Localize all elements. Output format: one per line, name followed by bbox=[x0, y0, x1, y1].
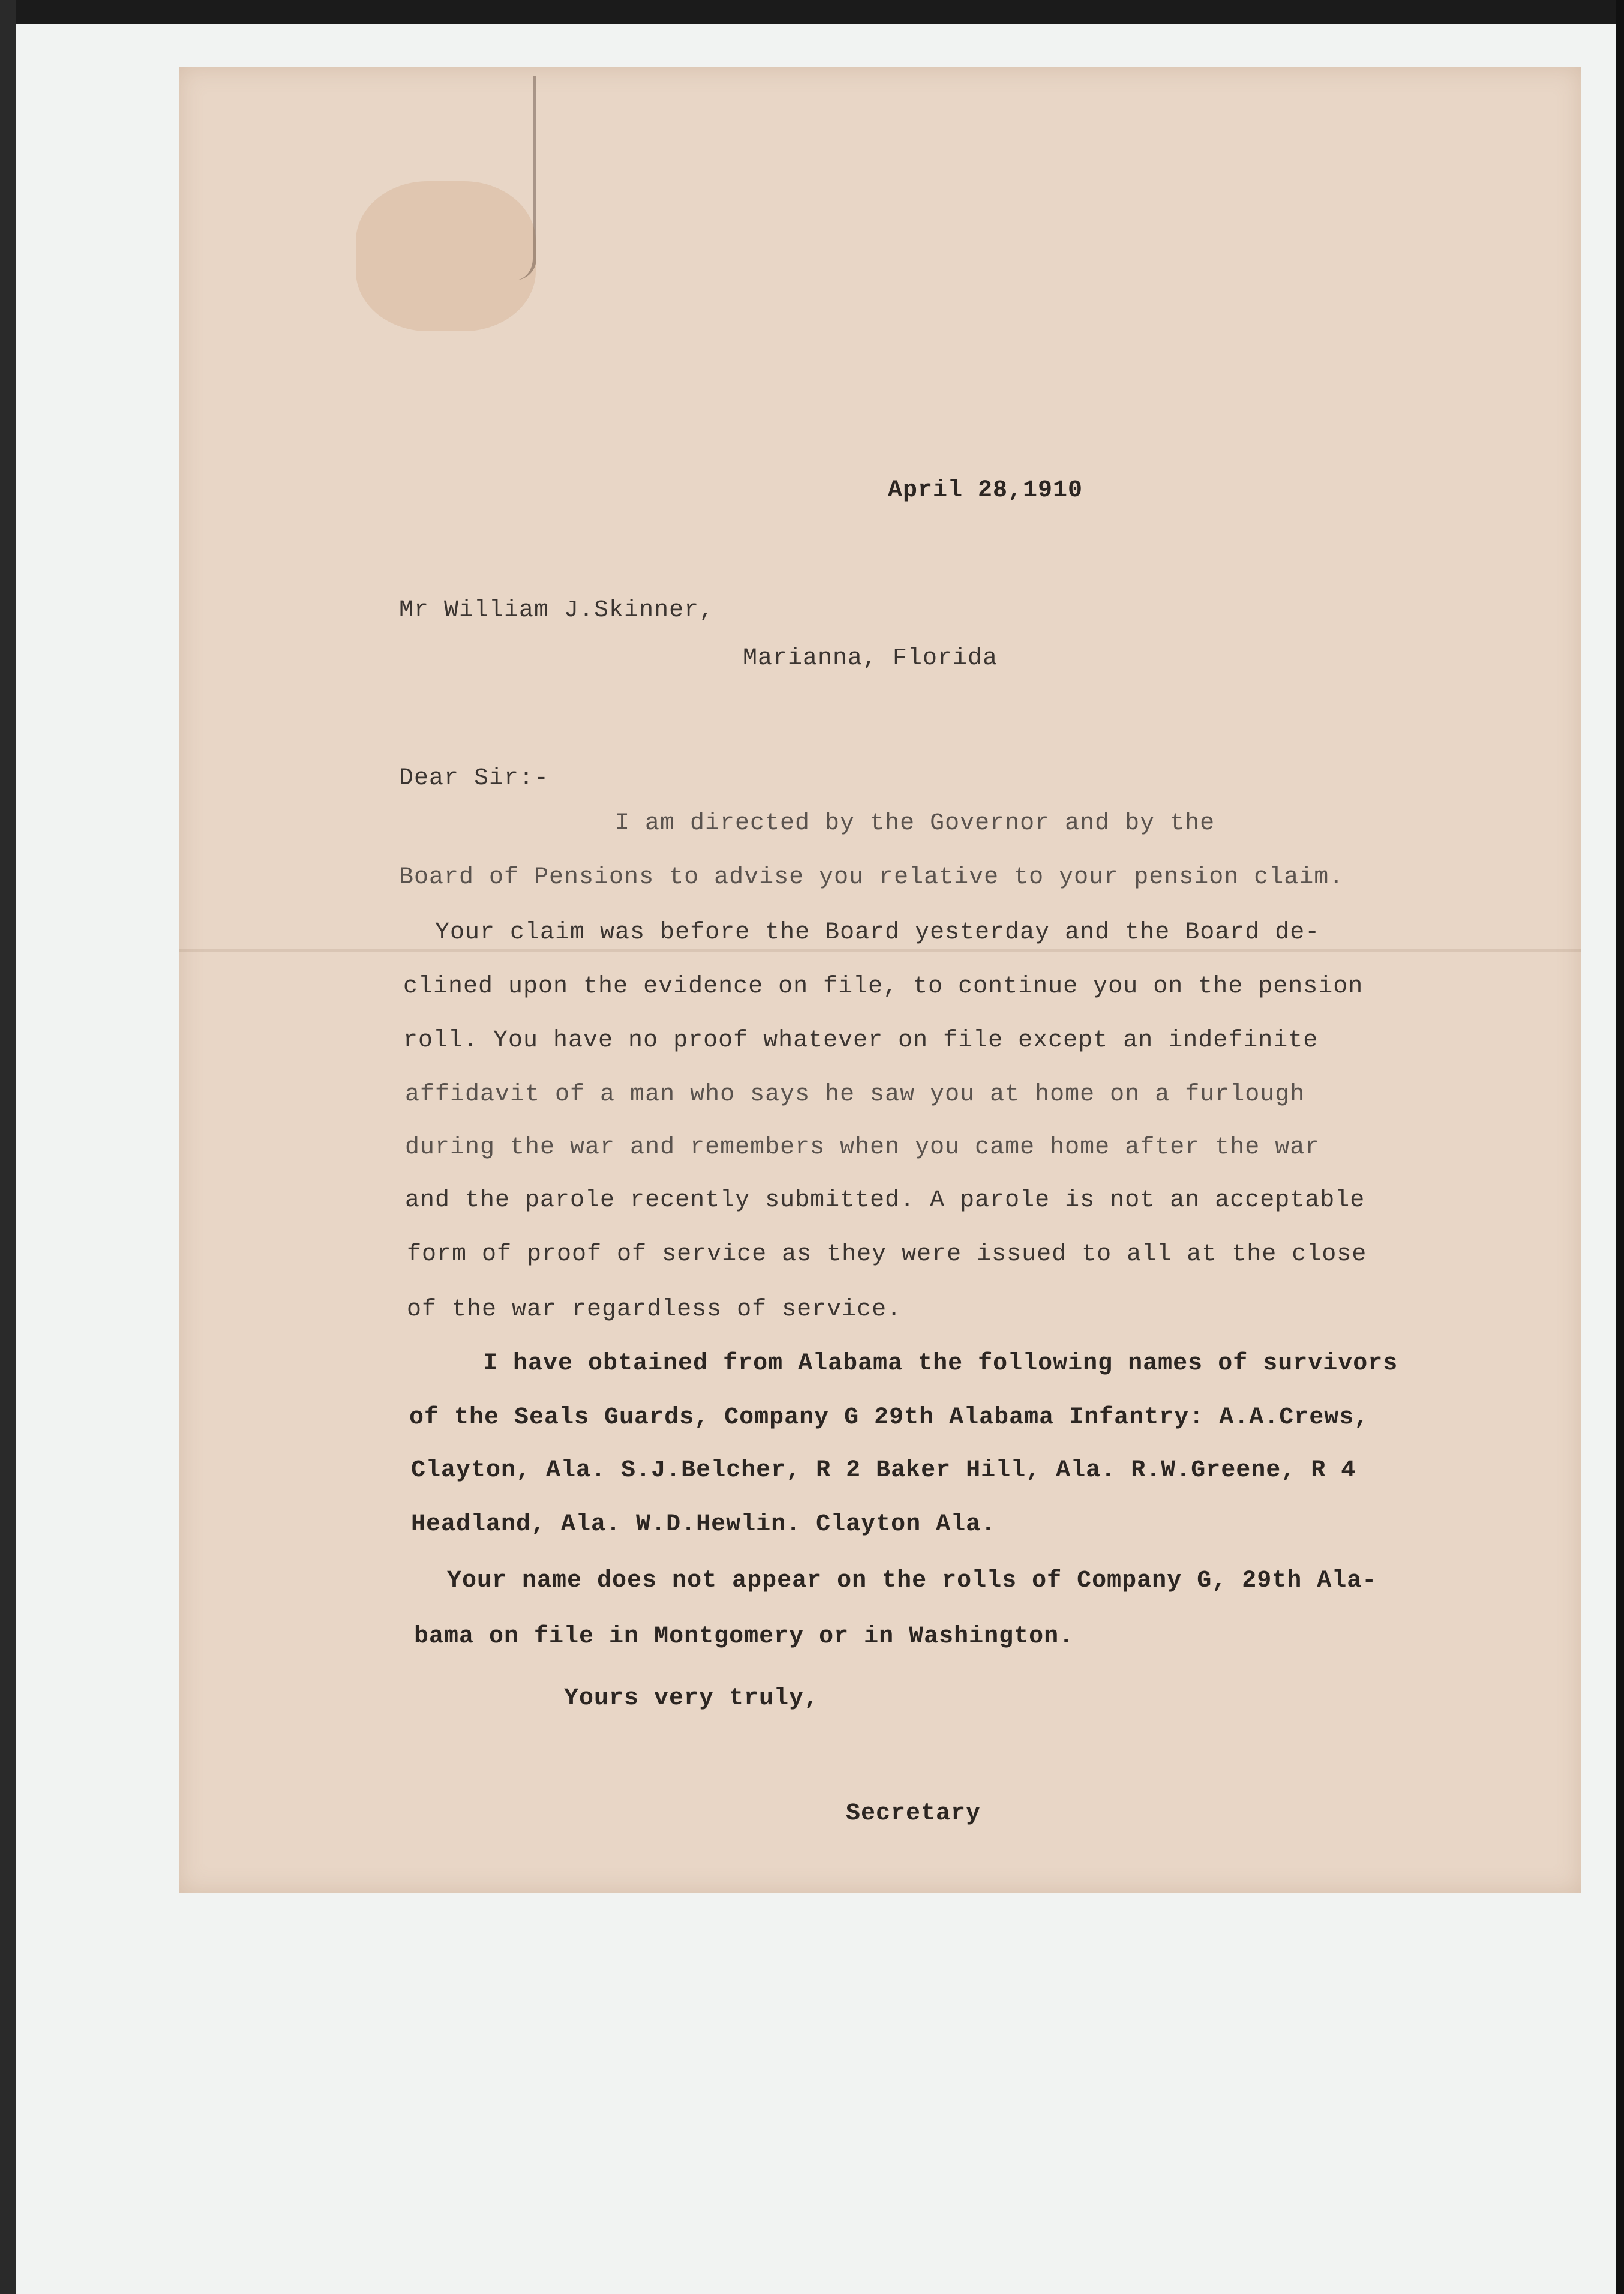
salutation: Dear Sir:- bbox=[399, 765, 550, 792]
body-line: Your name does not appear on the rolls of Company G, 29th Ala- bbox=[447, 1567, 1377, 1594]
body-line: affidavit of a man who says he saw you at home on a furlough bbox=[405, 1081, 1305, 1108]
body-line: Board of Pensions to advise you relative to your pension claim. bbox=[399, 864, 1344, 891]
closing: Yours very truly, bbox=[564, 1685, 819, 1712]
signature-title: Secretary bbox=[846, 1800, 981, 1827]
recipient-name: Mr William J.Skinner, bbox=[399, 597, 715, 624]
body-line: form of proof of service as they were issued to all at the close bbox=[407, 1241, 1367, 1268]
body-line: Your claim was before the Board yesterday and the Board de- bbox=[435, 919, 1320, 946]
recipient-city: Marianna, Florida bbox=[743, 645, 998, 672]
body-line: roll. You have no proof whatever on file except an indefinite bbox=[403, 1027, 1319, 1054]
paper-smudge-mark bbox=[515, 76, 536, 280]
body-line: I am directed by the Governor and by the bbox=[615, 810, 1215, 837]
scanner-border-top bbox=[0, 0, 1624, 24]
letter-date: April 28,1910 bbox=[888, 477, 1083, 504]
body-line: Headland, Ala. W.D.Hewlin. Clayton Ala. bbox=[411, 1511, 996, 1538]
paper-fold-crease bbox=[179, 949, 1581, 952]
body-line: Clayton, Ala. S.J.Belcher, R 2 Baker Hill, Ala. R.W.Greene, R 4 bbox=[411, 1457, 1356, 1484]
paper-stain bbox=[356, 181, 536, 331]
scanner-border-right bbox=[1616, 0, 1624, 2294]
body-line: clined upon the evidence on file, to continue you on the pension bbox=[403, 973, 1364, 1000]
body-line: bama on file in Montgomery or in Washington. bbox=[414, 1623, 1074, 1650]
body-line: of the Seals Guards, Company G 29th Alabama Infantry: A.A.Crews, bbox=[409, 1404, 1370, 1431]
body-line: of the war regardless of service. bbox=[407, 1296, 902, 1323]
body-line: I have obtained from Alabama the following names of survivors bbox=[483, 1350, 1398, 1377]
scanner-border-left bbox=[0, 0, 16, 2294]
body-line: and the parole recently submitted. A parole is not an acceptable bbox=[405, 1187, 1365, 1214]
body-line: during the war and remembers when you came home after the war bbox=[405, 1134, 1320, 1161]
